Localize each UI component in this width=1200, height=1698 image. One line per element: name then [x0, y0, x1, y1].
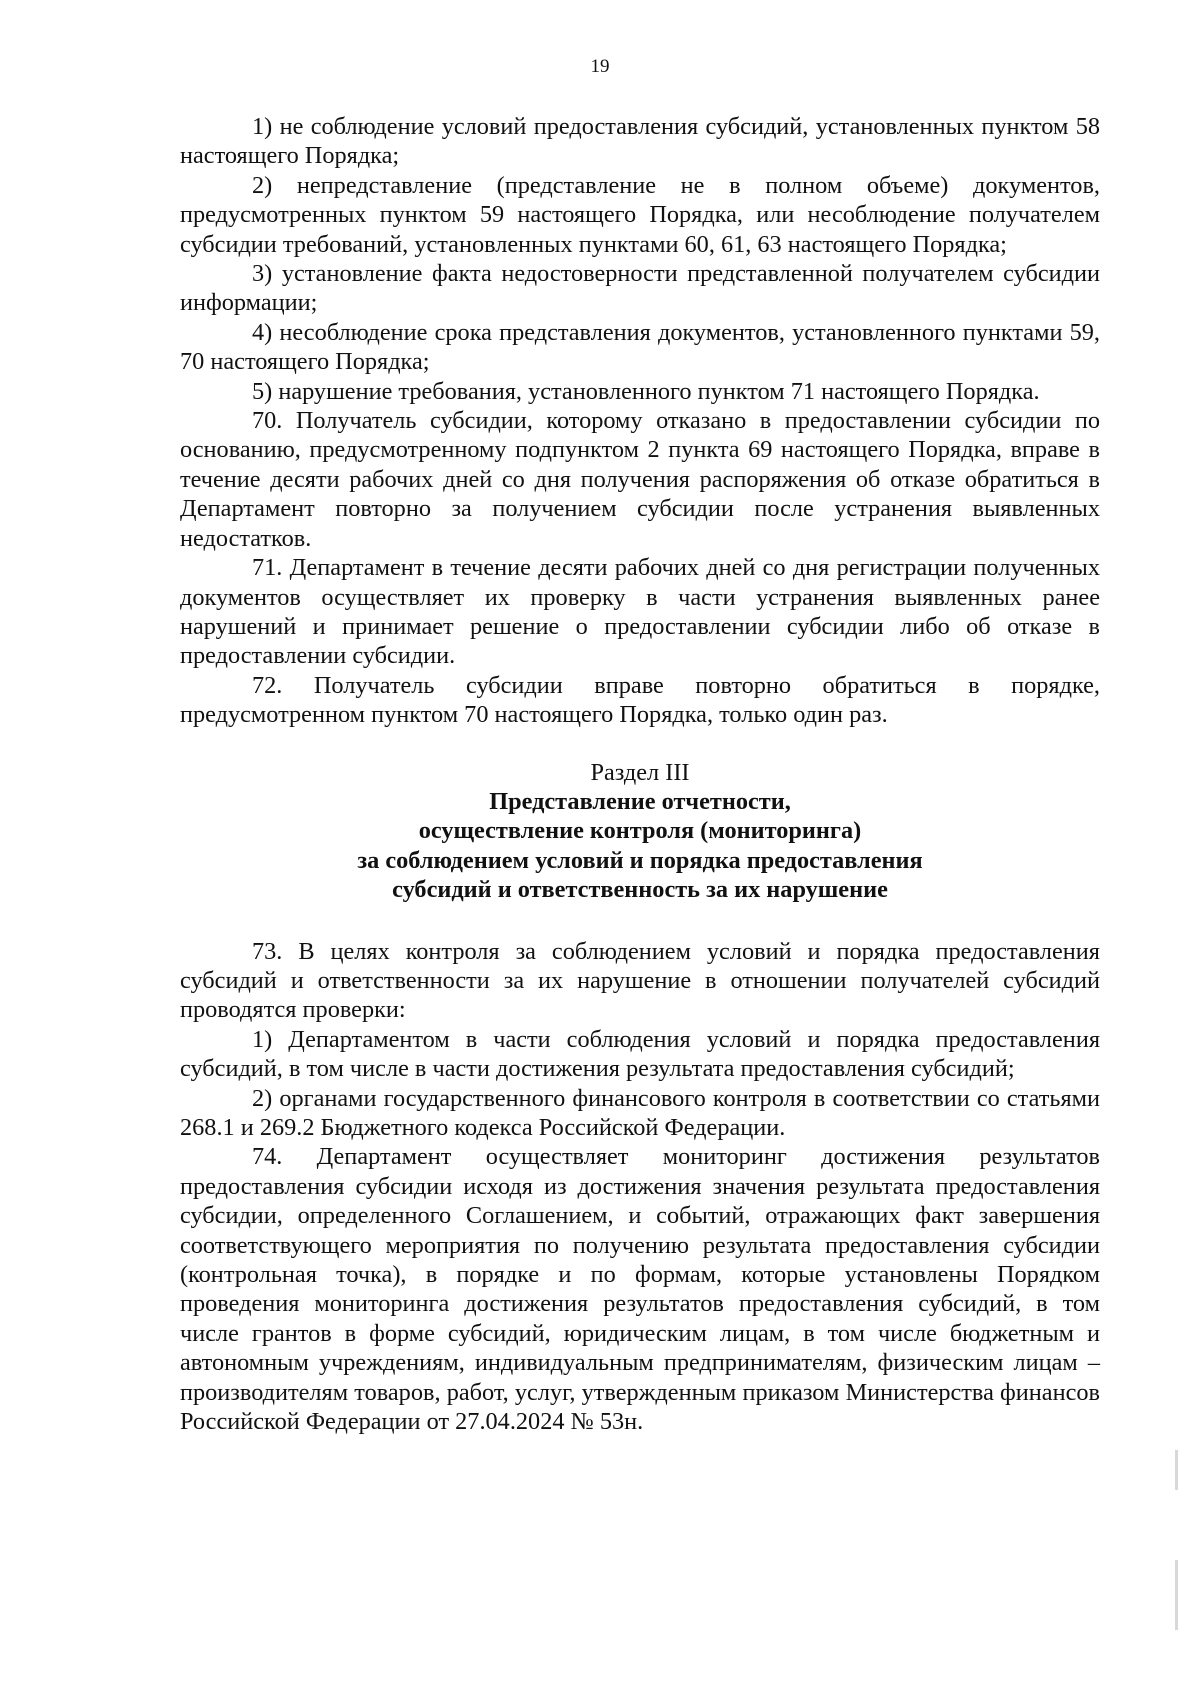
- page-number: 19: [590, 56, 610, 77]
- scan-edge-mark: [1175, 1450, 1178, 1490]
- scan-edge-mark: [1175, 1560, 1178, 1630]
- clause-72: 72. Получатель субсидии вправе повторно обратиться в порядке, предусмотренном пунктом 70 настоящего Порядка, только один раз.: [180, 671, 1100, 729]
- list-item-2: 2) непредставление (представление не в полном объеме) документов, предусмотренных пунктом 59 настоящего Порядка, или несоблюдение получателем субсидии требований, установленных пунктами 60, 61, 63 настоящего Порядка;: [180, 171, 1100, 258]
- section-title-line: за соблюдением условий и порядка предоставления: [357, 846, 923, 874]
- list-item-4: 4) несоблюдение срока представления документов, установленного пунктами 59, 70 настоящего Порядка;: [180, 318, 1100, 376]
- list-item-1: 1) не соблюдение условий предоставления субсидий, установленных пунктом 58 настоящего Порядка;: [180, 113, 1100, 170]
- section-title-line: Представление отчетности,: [489, 787, 791, 815]
- list-item-5: 5) нарушение требования, установленного пунктом 71 настоящего Порядка.: [252, 377, 1040, 405]
- clause-74: 74. Департамент осуществляет мониторинг достижения результатов предоставления субсидии исходя из достижения значения результата предоставления субсидии, определенного Соглашением, и событий, отражающих факт завершения соответствующего мероприятия по получению результата предоставления субсидии (контрольная точка), в порядке и по формам, которые установлены Порядком проведения мониторинга достижения результатов предоставления субсидий, в том числе грантов в форме субсидий, юридическим лицам, в том числе бюджетным и автономным учреждениям, индивидуальным предпринимателям, физическим лицам – производителям товаров, работ, услуг, утвержденным приказом Министерства финансов Российской Федерации от 27.04.2024 № 53н.: [180, 1143, 1100, 1436]
- section-heading: [180, 758, 1100, 905]
- list-item-3: 3) установление факта недостоверности представленной получателем субсидии информации;: [180, 260, 1100, 317]
- section-title-line: осуществление контроля (мониторинга): [418, 817, 862, 845]
- clause-73: 73. В целях контроля за соблюдением условий и порядка предоставления субсидий и ответственности за их нарушение в отношении получателей субсидий проводятся проверки:: [180, 937, 1100, 1024]
- section-title-line: субсидий и ответственность за их нарушение: [392, 876, 888, 904]
- clause-71: 71. Департамент в течение десяти рабочих дней со дня регистрации полученных документов осуществляет их проверку в части устранения выявленных ранее нарушений и принимает решение о предоставлении субсидии либо об отказе в предоставлении субсидии.: [180, 554, 1100, 670]
- clause-70: 70. Получатель субсидии, которому отказано в предоставлении субсидии по основанию, предусмотренному подпунктом 2 пункта 69 настоящего Порядка, вправе в течение десяти рабочих дней со дня получения распоряжения об отказе обратиться в Департамент повторно за получением субсидии после устранения выявленных недостатков.: [180, 407, 1100, 552]
- document-body: [180, 112, 1100, 1436]
- section-label: Раздел III: [590, 758, 690, 786]
- clause-73-item-2: 2) органами государственного финансового контроля в соответствии со статьями 268.1 и 269.2 Бюджетного кодекса Российской Федерации.: [180, 1084, 1100, 1141]
- clause-73-item-1: 1) Департаментом в части соблюдения условий и порядка предоставления субсидий, в том числе в части достижения результата предоставления субсидий;: [180, 1025, 1100, 1083]
